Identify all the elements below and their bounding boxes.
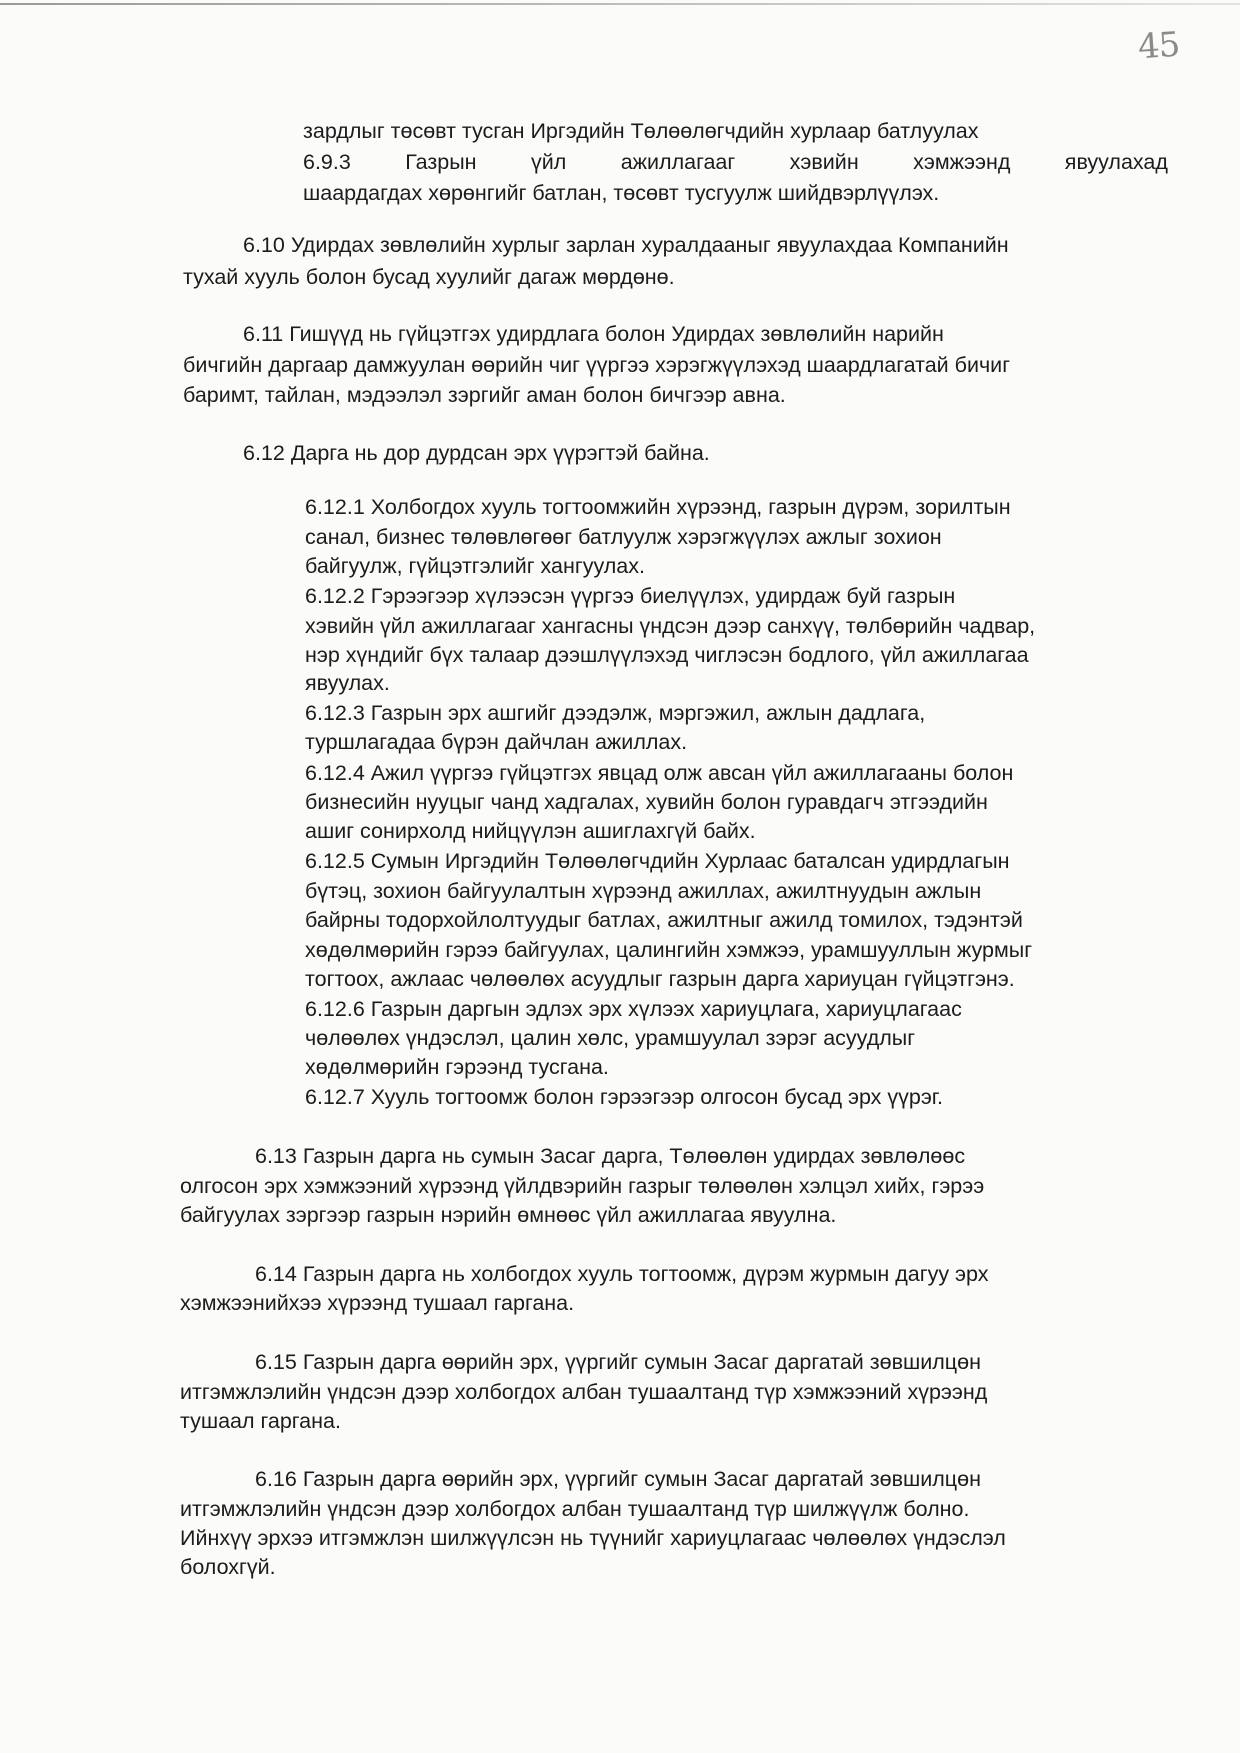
text-line: 6.13 Газрын дарга нь сумын Засаг дарга, Төлөөлөн удирдах зөвлөлөөс	[255, 1144, 966, 1168]
text-line: байгуулах зэргээр газрын нэрийн өмнөөс үйл ажиллагаа явуулна.	[180, 1203, 837, 1227]
text-line: зардлыг төсөвт тусган Иргэдийн Төлөөлөгчдийн хурлаар батлуулах	[303, 119, 979, 143]
text-line: 6.12.1 Холбогдох хууль тогтоомжийн хүрээнд, газрын дүрэм, зорилтын	[305, 495, 1011, 519]
text-line: туршлагадаа бүрэн дайчлан ажиллах.	[305, 730, 688, 754]
text-line: хөдөлмөрийн гэрээнд тусгана.	[305, 1055, 609, 1079]
text-line: 6.12.2 Гэрээгээр хүлээсэн үүргээ биелүүлэх, удирдаж буй газрын	[305, 584, 956, 608]
text-line: баримт, тайлан, мэдээлэл зэргийг аман болон бичгээр авна.	[183, 383, 786, 407]
text-line: явуулах.	[305, 671, 390, 695]
text-line: 6.12.4 Ажил үүргээ гүйцэтгэх явцад олж авсан үйл ажиллагааны болон	[305, 761, 1014, 785]
text-line: 6.14 Газрын дарга нь холбогдох хууль тогтоомж, дүрэм журмын дагуу эрх	[255, 1262, 989, 1286]
text-line: итгэмжлэлийн үндсэн дээр холбогдох албан тушаалтанд түр шилжүүлж болно.	[180, 1497, 970, 1521]
handwritten-page-number: 45	[1136, 24, 1181, 68]
text-line: 6.15 Газрын дарга өөрийн эрх, үүргийг сумын Засаг даргатай зөвшилцөн	[255, 1350, 981, 1374]
text-line: бүтэц, зохион байгуулалтын хүрээнд ажиллах, ажилтнуудын ажлын	[305, 879, 982, 903]
text-line: 6.12.3 Газрын эрх ашгийг дээдэлж, мэргэжил, ажлын дадлага,	[305, 701, 926, 725]
word: хэмжээнд	[913, 150, 1011, 174]
text-line: шаардагдах хөрөнгийг батлан, төсөвт тусгуулж шийдвэрлүүлэх.	[303, 181, 940, 205]
word: хэвийн	[789, 150, 859, 174]
page-top-edge-line	[0, 3, 1240, 5]
section-heading: 6.12 Дарга нь дор дурдсан эрх үүрэгтэй байна.	[243, 441, 710, 465]
text-line: 6.12.6 Газрын даргын эдлэх эрх хүлээх хариуцлага, хариуцлагаас	[305, 997, 962, 1021]
text-line: санал, бизнес төлөвлөгөөг батлуулж хэрэгжүүлэх ажлыг зохион	[305, 525, 942, 549]
text-line: ашиг сонирхолд нийцүүлэн ашиглахгүй байх.	[305, 819, 756, 843]
text-line: тогтоох, ажлаас чөлөөлөх асуудлыг газрын дарга хариуцан гүйцэтгэнэ.	[305, 967, 1015, 991]
text-line: бичгийн даргаар дамжуулан өөрийн чиг үүргээ хэрэгжүүлэхэд шаардлагатай бичиг	[183, 353, 1011, 377]
text-line: 6.11 Гишүүд нь гүйцэтгэх удирдлага болон Удирдах зөвлөлийн нарийн	[243, 322, 944, 346]
text-line: хөдөлмөрийн гэрээ байгуулах, цалингийн хэмжээ, урамшууллын журмыг	[305, 938, 1033, 962]
word: 6.9.3	[303, 150, 351, 174]
word: Газрын	[405, 150, 477, 174]
text-line: чөлөөлөх үндэслэл, цалин хөлс, урамшуулал зэрэг асуудлыг	[305, 1026, 916, 1050]
text-line: тухай хууль болон бусад хуулийг дагаж мөрдөнө.	[183, 265, 675, 289]
text-line: итгэмжлэлийн үндсэн дээр холбогдох албан тушаалтанд түр хэмжээний хүрээнд	[180, 1380, 988, 1404]
text-line	[303, 149, 1168, 175]
text-line: олгосон эрх хэмжээний хүрээнд үйлдвэрийн газрыг төлөөлөн хэлцэл хийх, гэрээ	[180, 1174, 985, 1198]
text-line: байрны тодорхойлолтуудыг батлах, ажилтныг ажилд томилох, тэдэнтэй	[305, 908, 1023, 932]
text-line: тушаал гаргана.	[180, 1409, 341, 1433]
text-line: хэмжээнийхээ хүрээнд тушаал гаргана.	[180, 1291, 575, 1315]
text-line: 6.10 Удирдах зөвлөлийн хурлыг зарлан хуралдааныг явуулахдаа Компанийн	[243, 233, 1009, 257]
text-line: бизнесийн нууцыг чанд хадгалах, хувийн болон гуравдагч этгээдийн	[305, 790, 988, 814]
text-line: 6.12.5 Сумын Иргэдийн Төлөөлөгчдийн Хурлаас баталсан удирдлагын	[305, 849, 1010, 873]
text-line: 6.12.7 Хууль тогтоомж болон гэрээгээр олгосон бусад эрх үүрэг.	[305, 1085, 943, 1109]
text-line: нэр хүндийг бүх талаар дээшлүүлэхэд чиглэсэн бодлого, үйл ажиллагаа	[305, 643, 1029, 667]
word: ажиллагааг	[620, 150, 736, 174]
word: явуулахад	[1064, 150, 1168, 174]
text-line: хэвийн үйл ажиллагааг хангасны үндсэн дээр санхүү, төлбөрийн чадвар,	[305, 614, 1036, 638]
text-line: болохгүй.	[180, 1555, 276, 1579]
text-line: Ийнхүү эрхээ итгэмжлэн шилжүүлсэн нь түүнийг хариуцлагаас чөлөөлөх үндэслэл	[180, 1526, 1006, 1550]
text-line: 6.16 Газрын дарга өөрийн эрх, үүргийг сумын Засаг даргатай зөвшилцөн	[255, 1467, 981, 1491]
word: үйл	[530, 150, 567, 174]
text-line: байгуулж, гүйцэтгэлийг хангуулах.	[305, 554, 645, 578]
